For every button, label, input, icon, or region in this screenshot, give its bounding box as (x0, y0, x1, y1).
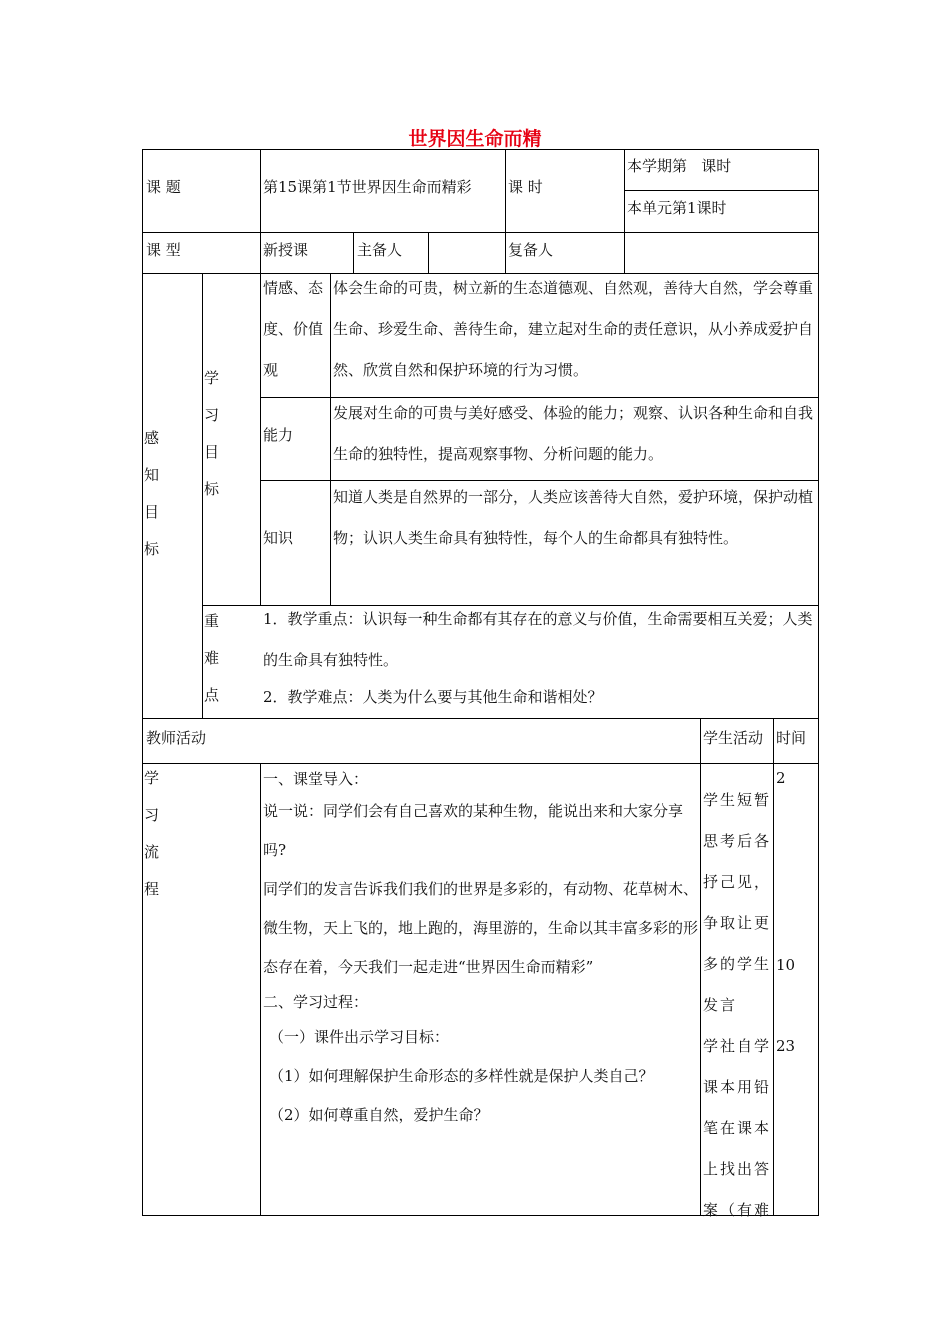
topic-label: 课 题 (146, 178, 181, 196)
column-divider (353, 232, 354, 273)
key-difficulty-label: 重 难 点 (204, 612, 220, 704)
difficulty-text: 2．教学难点：人类为什么要与其他生命和谐相处？ (263, 688, 603, 706)
row-divider (142, 763, 819, 764)
ability-label: 能力 (263, 426, 294, 444)
column-divider (260, 149, 261, 273)
column-divider (260, 273, 261, 605)
emotion-attitude-label: 情感、态 度、价值 观 (263, 279, 324, 379)
student-activity-header: 学生活动 (703, 729, 764, 747)
column-divider (700, 718, 701, 1216)
lead-preparer-label: 主备人 (357, 241, 403, 259)
column-divider (202, 273, 203, 718)
column-divider (773, 718, 774, 1216)
semester-hours: 本学期第 课时 (627, 157, 732, 175)
column-divider (624, 149, 625, 273)
topic-value: 第15课第1节世界因生命而精彩 (263, 178, 472, 196)
key-point-text: 1．教学重点：认识每一种生命都有其存在的意义与价值，生命需要相互关爱；人类的生命具有独特性。 (263, 610, 813, 669)
ability-text: 发展对生命的可贵与美好感受、体验的能力；观察、认识各种生命和自我生命的独特性，提高观察事物、分析问题的能力。 (333, 404, 814, 463)
row-divider (142, 718, 819, 719)
emotion-attitude-text: 体会生命的可贵，树立新的生态道德观、自然观，善待大自然，学会尊重生命、珍爱生命、善待生命，建立起对生命的责任意识，从小养成爱护自然、欣赏自然和保护环境的行为习惯。 (333, 279, 814, 379)
page-title: 世界因生命而精 (408, 128, 542, 150)
hours-label: 课 时 (508, 178, 543, 196)
lesson-type-label: 课 型 (146, 241, 181, 259)
activity-line: （一）课件出示学习目标： (269, 1028, 450, 1046)
activity-line: 同学们的发言告诉我们我们的世界是多彩的，有动物、花草树木、微生物，天上飞的，地上跑的，海里游的，生命以其丰富多彩的形态存在着，今天我们一起走进“世界因生命而精彩” (263, 880, 699, 976)
column-divider (330, 273, 331, 605)
activity-line: 二、学习过程： (263, 993, 369, 1011)
student-activity-text: 学社自学课本用铅笔在课本上找出答案（有难 (703, 1037, 772, 1219)
column-divider (260, 763, 261, 1216)
time-header: 时间 (776, 729, 807, 747)
activity-line: （2）如何尊重自然，爱护生命？ (269, 1106, 489, 1124)
knowledge-text: 知道人类是自然界的一部分，人类应该善待大自然，爱护环境，保护动植物；认识人类生命具有独特性，每个人的生命都具有独特性。 (333, 488, 814, 547)
student-activity-content (703, 780, 771, 1231)
knowledge-label: 知识 (263, 529, 294, 547)
perception-goals-label: 感 知 目 标 (144, 429, 160, 558)
row-divider (624, 190, 819, 191)
teacher-activity-header: 教师活动 (146, 729, 207, 747)
column-divider (428, 232, 429, 273)
learning-flow-label: 学 习 流 程 (144, 769, 160, 898)
activity-line: 一、课堂导入： (263, 770, 369, 788)
teacher-activity-content (263, 766, 698, 1135)
time-value: 10 (776, 956, 796, 974)
student-activity-text: 学生短暂思考后各抒己见，争取让更多的学生发言 (703, 791, 772, 1014)
activity-line: （1）如何理解保护生命形态的多样性就是保护人类自己？ (269, 1067, 654, 1085)
time-value: 23 (776, 1037, 796, 1055)
column-divider (505, 149, 506, 273)
activity-line: 说一说：同学们会有自己喜欢的某种生物，能说出来和大家分享吗? (263, 802, 684, 859)
co-preparer-label: 复备人 (508, 241, 554, 259)
learning-goals-label: 学 习 目 标 (204, 369, 220, 498)
lesson-type-value: 新授课 (263, 241, 309, 259)
row-divider (142, 232, 819, 233)
time-value: 2 (776, 769, 786, 787)
unit-hours: 本单元第1课时 (627, 199, 727, 217)
